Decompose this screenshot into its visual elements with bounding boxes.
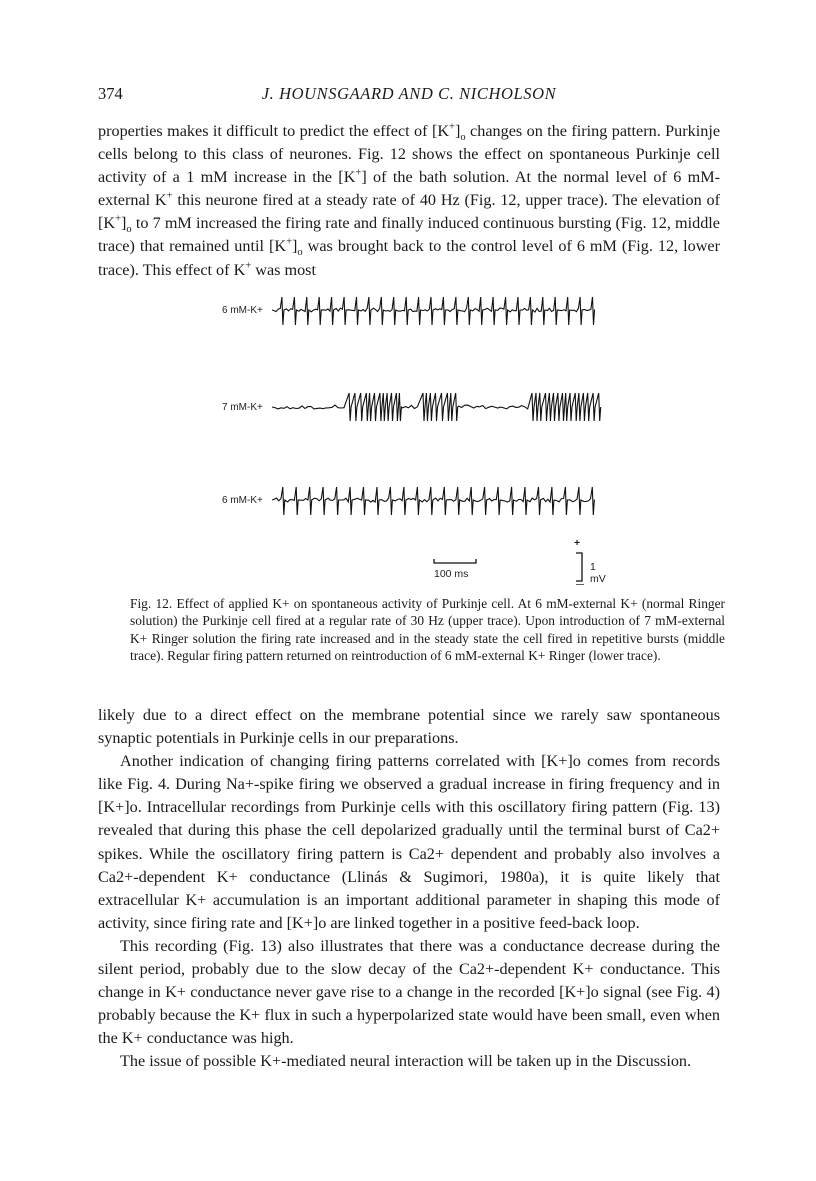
paragraph-discussion: The issue of possible K+-mediated neural interaction will be taken up in the Discussion. <box>120 1052 692 1071</box>
paragraph-top: properties makes it difficult to predict the effect of $[K^+]_o$ changes on the firing pattern. Purkinje cells belong to this class of neurones. Fig. 12 shows the effect on spontaneous Purkinje cell activity of a 1 mM increase in the [K+] of the bath solution. At the normal level of 6 mM-external K+ this neurone fired at a steady rate of 40 Hz (Fig. 12, upper trace). The elevation of $[K^+]_o$ to 7 mM increased the firing rate and finally induced continuous bursting (Fig. 12, middle trace) that remained until $[K^+]_o$ was brought back to the control level of 6 mM (Fig. 12, lower trace). This effect of K+ was most <box>98 121 721 279</box>
figure-12 <box>210 285 610 585</box>
trace-label-lower: 6 mM-K+ <box>222 495 263 506</box>
paragraph-oscillatory: Another indication of changing firing patterns correlated with [K+]o comes from records like Fig. 4. During Na+-spike firing we observed a gradual increase in firing frequency and in [K+]o. Intracellular recordings from Purkinje cells with this oscillatory firing pattern (Fig. 13) revealed that during this phase the cell depolarized gradually until the terminal burst of Ca2+ spikes. While the oscillatory firing pattern is Ca2+ dependent and probably also involves a Ca2+-dependent K+ conductance (Llinás & Sugimori, 1980a), it is quite likely that extracellular K+ accumulation is an important additional parameter in shaping this mode of activity, since firing rate and [K+]o are linked together in a positive feed-back loop. <box>98 752 720 932</box>
body-bottom <box>98 704 720 1074</box>
paragraph-continued: likely due to a direct effect on the membrane potential since we rarely saw spontaneous synaptic potentials in Purkinje cells in our preparations. <box>98 706 720 748</box>
trace-middle <box>272 393 601 421</box>
recording-traces <box>210 285 610 585</box>
trace-upper <box>272 297 595 325</box>
voltage-scale-bar <box>576 553 582 581</box>
time-scale-bar <box>434 559 476 563</box>
trace-label-middle: 7 mM-K+ <box>222 402 263 413</box>
time-scale-label: 100 ms <box>434 568 469 580</box>
running-head: J. HOUNSGAARD AND C. NICHOLSON <box>261 84 557 103</box>
trace-lower <box>272 487 595 515</box>
voltage-scale-label: 1 mV <box>590 561 606 585</box>
page-number: 374 <box>98 84 123 103</box>
paragraph-conductance: This recording (Fig. 13) also illustrates that there was a conductance decrease during the silent period, probably due to the slow decay of the Ca2+-dependent K+ conductance. This change in K+ conductance never gave rise to a change in the recorded [K+]o signal (see Fig. 4) probably because the K+ flux in such a hyperpolarized state would have been small, even when the K+ conductance was high. <box>98 936 720 1048</box>
figure-caption: Fig. 12. Effect of applied K+ on spontaneous activity of Purkinje cell. At 6 mM-external K+ (normal Ringer solution) the Purkinje cell fired at a regular rate of 30 Hz (upper trace). Upon introduction of 7 mM-external K+ Ringer solution the firing rate increased and in the steady state the cell fired in repetitive bursts (middle trace). Regular firing pattern returned on reintroduction of 6 mM-external K+ Ringer (lower trace). <box>130 596 725 663</box>
polarity-mark: + <box>574 537 581 549</box>
page-header <box>98 84 720 108</box>
trace-label-upper: 6 mM-K+ <box>222 305 263 316</box>
